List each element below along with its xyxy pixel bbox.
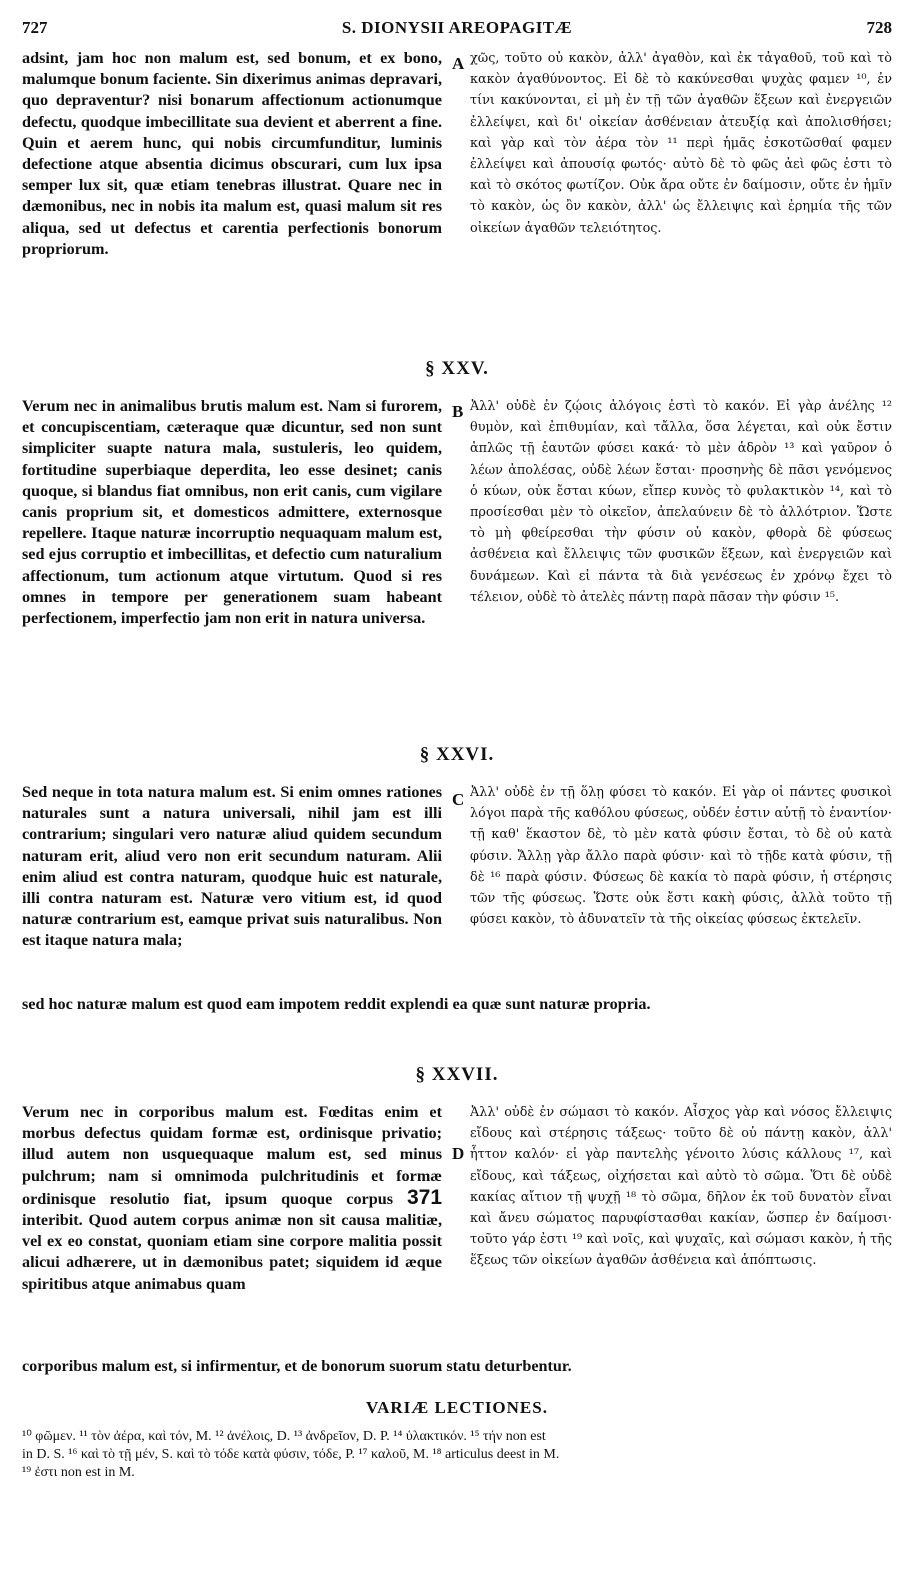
section-25 <box>22 358 892 738</box>
note-line: ¹⁹ ἐστι non est in M. <box>22 1465 135 1480</box>
section-heading: § XXV. <box>425 358 489 379</box>
running-title: S. DIONYSII AREOPAGITÆ <box>341 18 573 37</box>
greek-column: Ἀλλ' οὐδὲ ἐν ζῴοις ἀλόγοις ἐστὶ τὸ κακόν. Εἰ γὰρ ἀνέλης ¹² θυμὸν, καὶ ἐπιθυμίαν, καὶ τἄλλα, ὅσα λέγεται, καὶ οὐκ ἔστιν ἁπλῶς τῇ ἑαυτῶν φύσει κακά· τὸ μὲν ἁδρὸν ¹³ καὶ γαῦρον ὁ λέων ἀπολέσας, οὐδὲ λέων ἔσται· προσηνὴς δὲ πᾶσι γενόμενος ὁ κύων, οὐκ ἔσται κύων, εἴπερ κυνὸς τὸ φυλακτικὸν ¹⁴, καὶ τὸ προσίεσθαι μὲν τὸ οἰκεῖον, ἀπελαύνειν δὲ τὸ ἀλλότριον. Ὥστε τὸ μὴ φθείρεσθαι τὴν φύσιν οὐ κακὸν, φθορὰ δὲ φύσεως ἀσθένεια καὶ ἔλλειψις τῶν φυσικῶν ἕξεων, καὶ ἐνεργειῶν καὶ δυνάμεων. Καὶ εἰ πάντα τὰ διὰ γενέσεως ἐν χρόνῳ ἔχει τὸ τέλειον, οὐδὲ τὸ ἀτελὲς πάντῃ παρὰ πᾶσαν τὴν φύσιν ¹⁵. <box>470 399 892 605</box>
section-heading: § XXVII. <box>415 1064 499 1085</box>
latin-full-width: sed hoc naturæ malum est quod eam impotem reddit explendi ea quæ sunt naturæ propria. <box>22 995 651 1013</box>
margin-marker-d: D <box>452 1144 465 1163</box>
section-26 <box>22 744 892 1064</box>
variae-heading: VARIÆ LECTIONES. <box>366 1398 548 1417</box>
block-intro <box>22 48 892 348</box>
note-line: ¹⁰ φῶμεν. ¹¹ τὸν ἀέρα, καὶ τόν, M. ¹² ἀνέλοις, D. ¹³ ἀνδρεῖον, D. P. ¹⁴ ὑλακτικόν. ¹⁵ τήν non est <box>22 1429 546 1444</box>
page-header <box>22 18 892 42</box>
folio-number: 371 <box>406 1185 443 1209</box>
latin-column <box>22 1102 442 1295</box>
latin-text-after: interibit. Quod autem corpus animæ non sit causa malitiæ, vel ex eo constat, quoniam etiam sine corpore malitia possit alicui adhærere, ut in dæmonibus patet; siquidem id æque spiritibus atque animabus quam <box>22 1211 442 1293</box>
greek-column: Ἀλλ' οὐδὲ ἐν σώμασι τὸ κακόν. Αἶσχος γὰρ καὶ νόσος ἔλλειψις εἴδους καὶ στέρησις τάξεως· τοῦτο δὲ οὐ πάντῃ κακὸν, ἀλλ' ἧττον καλόν· εἰ γὰρ παντελὴς γένοιτο λύσις κάλλους ¹⁷, καὶ εἴδους, καὶ τάξεως, οἰχήσεται καὶ αὐτὸ τὸ σῶμα. Ὅτι δὲ οὐδὲ κακίας αἴτιον τῇ ψυχῇ ¹⁸ τὸ σῶμα, δῆλον ἐκ τοῦ δυνατὸν εἶναι καὶ ἄνευ σώματος παρυφίστασθαι κακίαν, ὥσπερ ἐν δαίμοσι· τοῦτο γάρ ἐστι ¹⁹ καὶ νοῖς, καὶ ψυχαῖς, καὶ σώμασι κακὸν, ἡ τῆς ἕξεως τῶν οἰκείων ἀγαθῶν ἀσθένεια καὶ ἀπόπτωσις. <box>470 1105 892 1269</box>
section-27 <box>22 1064 892 1394</box>
margin-marker-c: C <box>452 790 465 809</box>
latin-full-width: corporibus malum est, si infirmentur, et de bonorum suorum statu deturbentur. <box>22 1357 572 1375</box>
section-heading: § XXVI. <box>419 744 495 765</box>
latin-column: Sed neque in tota natura malum est. Si enim omnes rationes naturales sunt a natura universali, nihil jam est illi contrarium; singulari vero naturæ aliud quidem secundum naturam erit, aliud vero non erit secundum naturam. Alii enim aliud est contra naturam, quodque huic est naturale, illi contra naturam est. Naturæ vero vitium est, id quod naturæ contrarium est, eamque privat suis naturalibus. Non est itaque natura mala; <box>22 783 442 950</box>
greek-column: χῶς, τοῦτο οὐ κακὸν, ἀλλ' ἀγαθὸν, καὶ ἐκ τἀγαθοῦ, τοῦ καὶ τὸ κακὸν ἀγαθύνοντος. Εἰ δὲ τὸ κακύνεσθαι ψυχὰς φαμεν ¹⁰, ἐν τίνι κακύνονται, εἰ μὴ ἐν τῇ τῶν ἀγαθῶν ἕξεων καὶ ἐνεργειῶν ἐλλείψει, καὶ δι' οἰκείαν ἀσθένειαν ἀτευξίᾳ καὶ ἀπολισθήσει; καὶ γὰρ καὶ τὸν ἀέρα τὸν ¹¹ περὶ ἡμᾶς ἐσκοτῶσθαί φαμεν ἐλλείψει καὶ ἀπουσίᾳ φωτός· αὐτὸ δὲ τὸ φῶς ἀεὶ φῶς ἐστι τὸ καὶ τὸ σκότος φωτίζον. Οὐκ ἄρα οὔτε ἐν δαίμοσιν, οὔτε ἐν ἡμῖν τὸ κακὸν, ὡς ὂν κακὸν, ἀλλ' ὡς ἔλλειψις καὶ ἐρημία τῆς τῶν οἰκείων ἀγαθῶν τελειότητος. <box>470 51 892 236</box>
greek-column: Ἀλλ' οὐδὲ ἐν τῇ ὅλῃ φύσει τὸ κακόν. Εἰ γὰρ οἱ πάντες φυσικοὶ λόγοι παρὰ τῆς καθόλου φύσεως, οὐδέν ἐστιν αὐτῇ τὸ ἐναντίον· τῇ καθ' ἕκαστον δὲ, τὸ μὲν κατὰ φύσιν ἔσται, τὸ δὲ οὐ κατὰ φύσιν. Ἄλλῃ γὰρ ἄλλο παρὰ φύσιν· καὶ τὸ τῇδε κατὰ φύσιν, τῇ δὲ ¹⁶ παρὰ φύσιν. Φύσεως δὲ κακία τὸ παρὰ φύσιν, ἡ στέρησις τῶν τῆς φύσεως. Ὥστε οὐκ ἔστι κακὴ φύσις, ἀλλὰ τοῦτο τῇ φύσει κακὸν, τὸ ἀδυνατεῖν τὰ τῆς οἰκείας φύσεως ἐκτελεῖν. <box>470 785 892 928</box>
latin-column: Verum nec in animalibus brutis malum est. Nam si furorem, et concupiscentiam, cæteraque quæ dicuntur, sed non sunt simpliciter suapte natura mala, sustuleris, leo quidem, fortitudine superbiaque deperdita, leo esse desinet; canis quoque, si blandus fiat omnibus, non erit canis, cum vigilare canis proprium sit, et domesticos admittere, externosque repellere. Itaque naturæ incorruptio nequaquam malum est, sed ejus corruptio et imbecillitas, et defectio cum naturalium affectionum, tum actionum atque virtutum. Quod si res omnes in tempore per generationem suam habeant perfectionem, imperfectio jam non erit in natura universa. <box>22 397 442 628</box>
variant-notes <box>22 1428 892 1482</box>
latin-column: adsint, jam hoc non malum est, sed bonum, et ex bono, malumque bonum faciente. Sin dixerimus animas depravari, quo depraventur? nisi bonarum affectionum actionumque defectu, quodque imbecillitate sua devient et aberrent a fine. Quin et aerem hunc, qui nobis circumfunditur, luminis defectione atque absentia dicimus obscurari, cum lux ipsa semper lux sit, quæ etiam tenebras illustrat. Quare nec in dæmonibus, nec in nobis ita malum est, quasi malum sit res aliqua, sed ut defectus et carentia perfectionis bonorum propriorum. <box>22 49 442 258</box>
margin-marker-b: B <box>452 402 464 421</box>
page-number-right: 728 <box>866 18 892 37</box>
margin-marker-a: A <box>452 54 465 73</box>
latin-text-before: Verum nec in corporibus malum est. Fœditas enim et morbus defectus quidam formæ est, ordinisque privatio; illud autem non usquequaque malum est, sed minus pulchrum; nam si omnimoda pulchritudinis et formæ ordinisque resolutio fiat, ipsum quoque corpus <box>22 1103 442 1208</box>
page-number-left: 727 <box>22 18 48 37</box>
note-line: in D. S. ¹⁶ καὶ τὸ τῇ μέν, S. καὶ τὸ τόδε κατὰ φύσιν, τόδε, P. ¹⁷ καλοῦ, M. ¹⁸ articulus deest in M. <box>22 1447 560 1462</box>
